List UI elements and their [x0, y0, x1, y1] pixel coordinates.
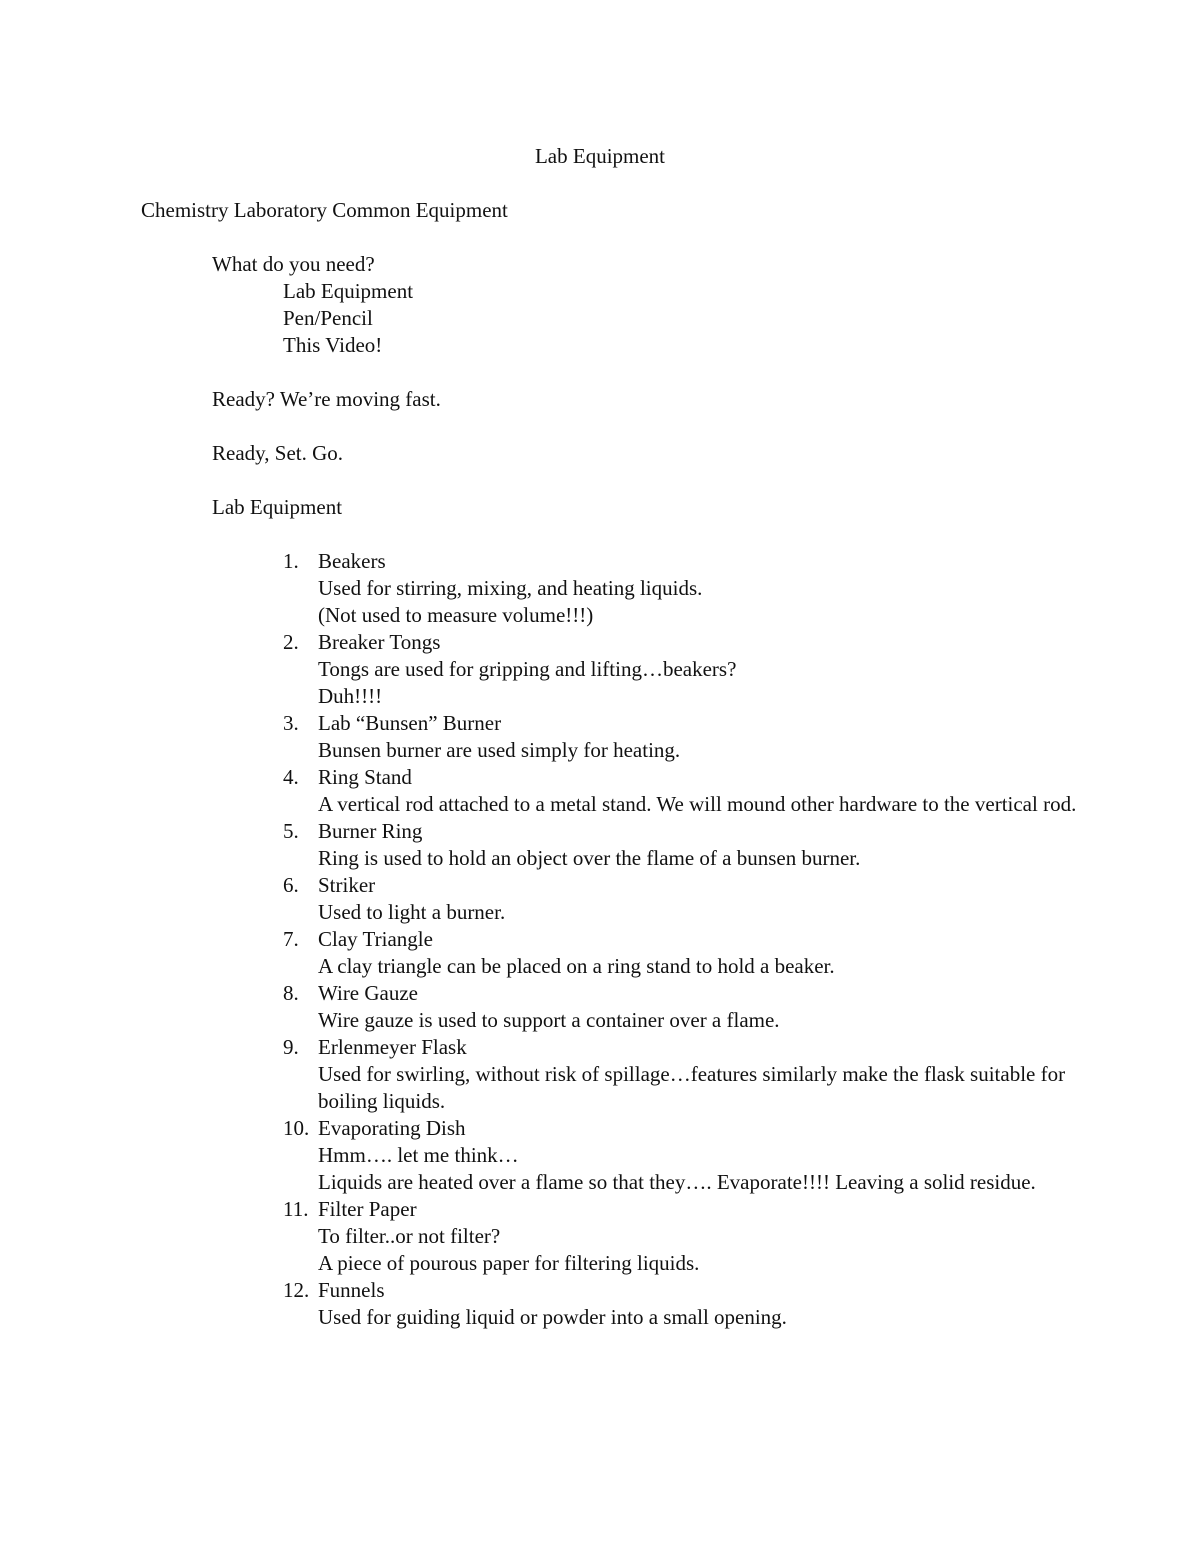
list-item-number: 9.	[283, 1035, 299, 1059]
list-item-description: Ring is used to hold an object over the flame of a bunsen burner.	[318, 846, 861, 870]
list-item-number: 12.	[283, 1278, 310, 1302]
list-item-name: Beakers	[318, 549, 386, 573]
list-item-name: Funnels	[318, 1278, 385, 1302]
list-item-description: Duh!!!!	[318, 684, 383, 708]
list-item-description: A clay triangle can be placed on a ring stand to hold a beaker.	[318, 954, 835, 978]
ready-line: Ready? We’re moving fast.	[212, 387, 441, 411]
list-item-name: Lab “Bunsen” Burner	[318, 711, 502, 735]
list-item-description: A piece of pourous paper for filtering liquids.	[318, 1251, 700, 1275]
list-item-name: Burner Ring	[318, 819, 423, 843]
list-item	[283, 1277, 1083, 1331]
list-item-number: 4.	[283, 765, 299, 789]
list-item	[283, 872, 1083, 926]
document-heading: Chemistry Laboratory Common Equipment	[141, 198, 508, 222]
list-item-description: Used for swirling, without risk of spillage…features similarly make the flask suitable for boiling liquids.	[318, 1062, 1066, 1113]
list-item	[283, 629, 1083, 710]
list-item-name: Erlenmeyer Flask	[318, 1035, 467, 1059]
need-item: This Video!	[283, 333, 383, 357]
list-item-number: 1.	[283, 549, 299, 573]
list-item-number: 7.	[283, 927, 299, 951]
list-item-description: (Not used to measure volume!!!)	[318, 603, 594, 627]
list-item-number: 6.	[283, 873, 299, 897]
list-heading: Lab Equipment	[212, 495, 343, 519]
list-item-description: Used to light a burner.	[318, 900, 506, 924]
list-item	[283, 926, 1083, 980]
list-item-description: Liquids are heated over a flame so that they…. Evaporate!!!! Leaving a solid residue.	[318, 1170, 1036, 1194]
list-item	[283, 1196, 1083, 1277]
list-item-number: 5.	[283, 819, 299, 843]
list-item	[283, 710, 1083, 764]
list-item-number: 8.	[283, 981, 299, 1005]
list-item-description: Used for guiding liquid or powder into a small opening.	[318, 1305, 787, 1329]
equipment-list	[283, 548, 1083, 1331]
need-question: What do you need?	[212, 252, 375, 276]
list-item	[283, 1115, 1083, 1196]
list-item-name: Ring Stand	[318, 765, 412, 789]
list-item	[283, 980, 1083, 1034]
list-item	[283, 818, 1083, 872]
list-item	[283, 1034, 1083, 1115]
list-item-number: 10.	[283, 1116, 310, 1140]
list-item	[283, 764, 1083, 818]
list-item-description: A vertical rod attached to a metal stand. We will mound other hardware to the vertical rod.	[318, 792, 1077, 816]
list-item-name: Clay Triangle	[318, 927, 433, 951]
list-item-description: Used for stirring, mixing, and heating liquids.	[318, 576, 703, 600]
list-item-description: To filter..or not filter?	[318, 1224, 501, 1248]
list-item-number: 2.	[283, 630, 299, 654]
list-item-name: Evaporating Dish	[318, 1116, 466, 1140]
list-item-description: Hmm…. let me think…	[318, 1143, 519, 1167]
list-item-name: Filter Paper	[318, 1197, 417, 1221]
document-title: Lab Equipment	[534, 144, 666, 168]
need-item: Lab Equipment	[283, 279, 414, 303]
list-item	[283, 548, 1083, 629]
list-item-name: Wire Gauze	[318, 981, 419, 1005]
list-item-number: 11.	[283, 1197, 309, 1221]
need-item: Pen/Pencil	[283, 306, 373, 330]
go-line: Ready, Set. Go.	[212, 441, 344, 465]
list-item-name: Breaker Tongs	[318, 630, 441, 654]
list-item-number: 3.	[283, 711, 299, 735]
list-item-description: Tongs are used for gripping and lifting…beakers?	[318, 657, 737, 681]
list-item-name: Striker	[318, 873, 376, 897]
list-item-description: Wire gauze is used to support a container over a flame.	[318, 1008, 780, 1032]
list-item-description: Bunsen burner are used simply for heating.	[318, 738, 681, 762]
